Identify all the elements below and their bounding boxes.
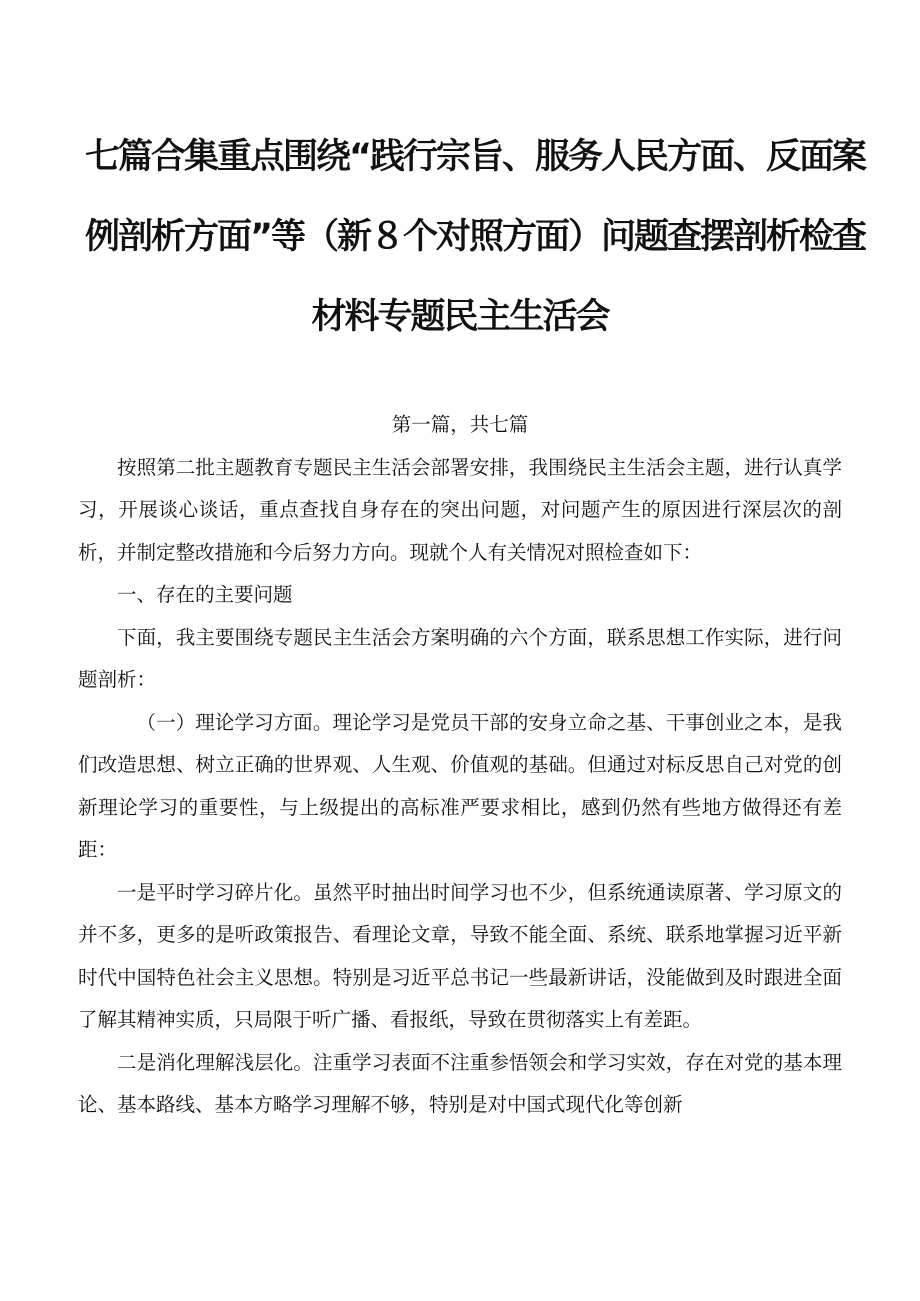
paragraph-intro: 按照第二批主题教育专题民主生活会部署安排，我围绕民主生活会主题，进行认真学习，开展谈心谈话，重点查找自身存在的突出问题，对问题产生的原因进行深层次的剖析，并制定整改措施和今后努力方向。现就个人有关情况对照检查如下： [78,455,842,564]
title-line-2: 例剖析方面”等（新８个对照方面）问题查摆剖析检查 [85,217,866,257]
chapter-label: 第一篇，共七篇 [391,413,529,436]
section-heading-main-problems: 一、存在的主要问题 [117,583,293,606]
title-line-3: 材料专题民主生活会 [311,297,609,337]
paragraph-overview: 下面，我主要围绕专题民主生活会方案明确的六个方面，联系思想工作实际，进行问题剖析： [78,625,842,691]
paragraph-theory-study: （一）理论学习方面。理论学习是党员干部的安身立命之基、干事创业之本，是我们改造思想、树立正确的世界观、人生观、价值观的基础。但通过对标反思自己对党的创新理论学习的重要性，与上级提出的高标准严要求相比，感到仍然有些地方做得还有差距： [78,710,842,861]
title-line-1: 七篇合集重点围绕“践行宗旨、服务人民方面、反面案 [85,137,866,177]
document-body [78,404,842,1127]
paragraph-point-two: 二是消化理解浅层化。注重学习表面不注重参悟领会和学习实效，存在对党的基本理论、基本路线、基本方略学习理解不够，特别是对中国式现代化等创新 [78,1050,842,1116]
paragraph-point-one: 一是平时学习碎片化。虽然平时抽出时间学习也不少，但系统通读原著、学习原文的并不多，更多的是听政策报告、看理论文章，导致不能全面、系统、联系地掌握习近平新时代中国特色社会主义思想。特别是习近平总书记一些最新讲话，没能做到及时跟进全面了解其精神实质，只局限于听广播、看报纸，导致在贯彻落实上有差距。 [78,880,842,1031]
